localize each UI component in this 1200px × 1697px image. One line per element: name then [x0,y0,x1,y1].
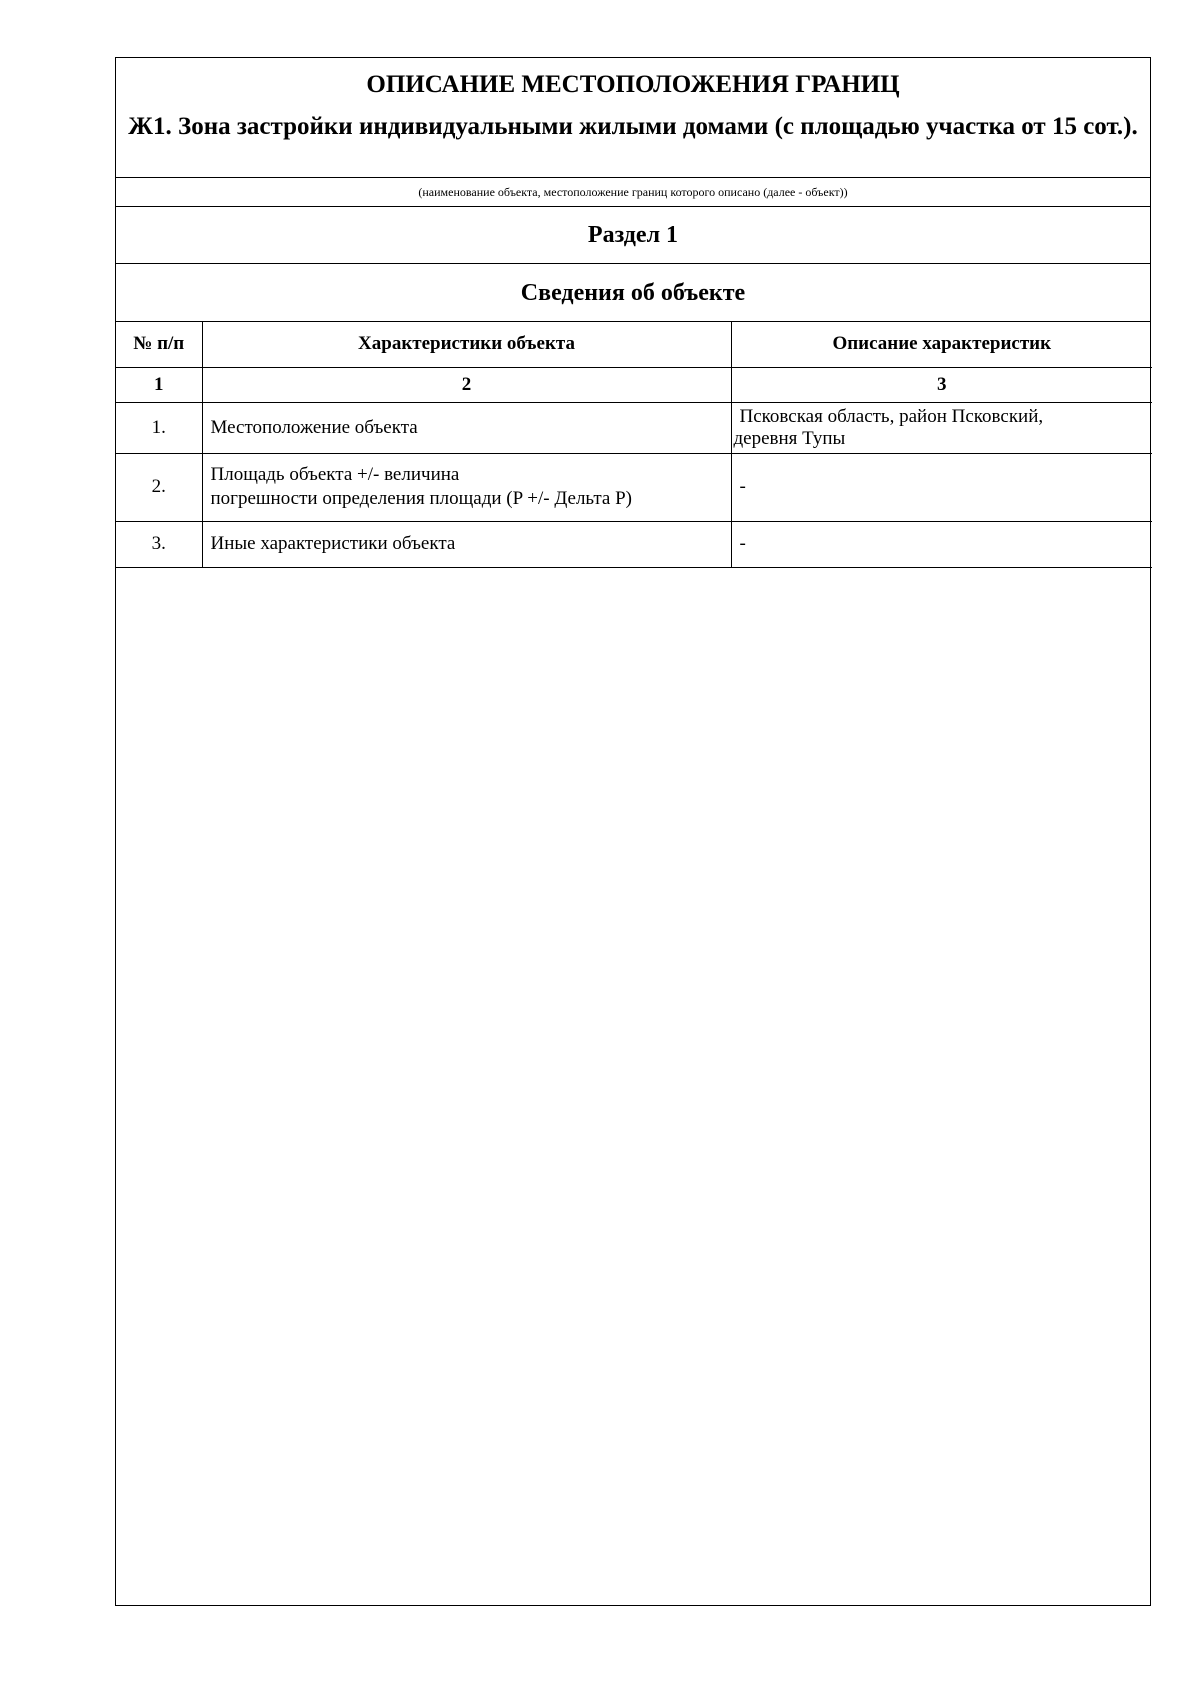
description-line: деревня Тупы [733,427,846,449]
row-characteristic [202,402,731,453]
characteristic-line: погрешности определения площади (P +/- Дельта P) [210,488,632,509]
row-characteristic [202,521,731,567]
row-description [731,521,1152,567]
table-row [116,402,1152,453]
row-index: 2. [116,453,202,521]
characteristic-line: Площадь объекта +/- величина [210,464,460,485]
column-number: 1 [116,367,202,402]
characteristic-line: Иные характеристики объекта [210,533,456,554]
description-line: Псковская область, район Псковский, [739,405,1044,427]
row-characteristic [202,453,731,521]
row-description [731,402,1152,453]
object-caption: (наименование объекта, местоположение границ которого описано (далее - объект)) [116,178,1150,207]
table-row [116,453,1152,521]
characteristic-line: Местоположение объекта [210,416,418,438]
title-block [116,58,1150,178]
header-description: Описание характеристик [731,322,1152,367]
description-line: - [739,533,746,554]
table-header-row [116,322,1152,367]
column-number: 3 [731,367,1152,402]
column-number-row [116,367,1152,402]
document-frame [115,57,1151,1606]
section-label: Раздел 1 [116,207,1150,264]
row-index: 1. [116,402,202,453]
document-subtitle: Ж1. Зона застройки индивидуальными жилыми домами (с площадью участка от 15 сот.). [128,113,1138,140]
row-description [731,453,1152,521]
row-index: 3. [116,521,202,567]
section-heading: Сведения об объекте [116,264,1150,322]
document-title: ОПИСАНИЕ МЕСТОПОЛОЖЕНИЯ ГРАНИЦ [366,71,900,98]
column-number: 2 [202,367,731,402]
object-info-table [116,322,1152,568]
header-characteristic: Характеристики объекта [202,322,731,367]
table-row [116,521,1152,567]
header-number: № п/п [116,322,202,367]
description-line: - [739,476,746,497]
